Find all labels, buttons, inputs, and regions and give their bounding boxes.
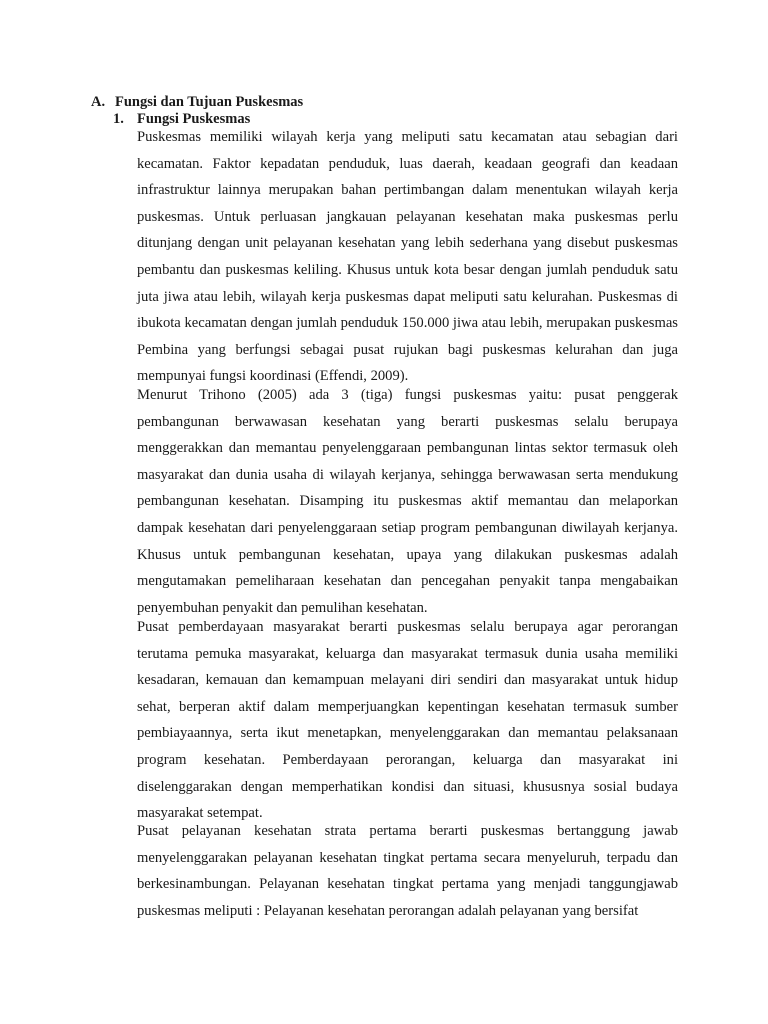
subsection-title: Fungsi Puskesmas xyxy=(137,111,251,127)
paragraph-pemberdayaan-masyarakat: Pusat pemberdayaan masyarakat berarti puskesmas selalu berupaya agar perorangan terutama pemuka masyarakat, keluarga dan masyarakat termasuk dunia usaha memiliki kesadaran, kemauan dan kemampuan melayani diri sendiri dan masyarakat untuk hidup sehat, berperan aktif dalam memperjuangkan kepentingan kesehatan termasuk sumber pembiayaannya, serta ikut menetapkan, menyelenggarakan dan memantau pelaksanaan program kesehatan. Pemberdayaan perorangan, keluarga dan masyarakat ini diselenggarakan dengan memperhatikan kondisi dan situasi, khususnya sosial budaya masyarakat setempat. xyxy=(137,619,678,822)
paragraph-pelayanan-strata-pertama: Pusat pelayanan kesehatan strata pertama berarti puskesmas bertanggung jawab menyelenggarakan pelayanan kesehatan tingkat pertama secara menyeluruh, terpadu dan berkesinambungan. Pelayanan kesehatan tingkat pertama yang menjadi tanggungjawab puskesmas meliputi : Pelayanan kesehatan perorangan adalah pelayanan yang bersifat xyxy=(137,823,678,919)
paragraph-fungsi-trihono: Menurut Trihono (2005) ada 3 (tiga) fungsi puskesmas yaitu: pusat penggerak pembangunan berwawasan kesehatan yang berarti puskesmas selalu berupaya menggerakkan dan memantau penyelenggaraan pembangunan lintas sektor termasuk oleh masyarakat dan dunia usaha di wilayah kerjanya, sehingga berwawasan serta mendukung pembangunan kesehatan. Disamping itu puskesmas aktif memantau dan melaporkan dampak kesehatan dari penyelenggaraan setiap program pembangunan diwilayah kerjanya. Khusus untuk pembangunan kesehatan, upaya yang dilakukan puskesmas adalah mengutamakan pemeliharaan kesehatan dan pencegahan penyakit tanpa mengabaikan penyembuhan penyakit dan pemulihan kesehatan. xyxy=(137,387,678,616)
paragraph-wilayah-kerja: Puskesmas memiliki wilayah kerja yang meliputi satu kecamatan atau sebagian dari kecamatan. Faktor kepadatan penduduk, luas daerah, keadaan geografi dan keadaan infrastruktur lainnya merupakan bahan pertimbangan dalam menentukan wilayah kerja puskesmas. Untuk perluasan jangkauan pelayanan kesehatan maka puskesmas perlu ditunjang dengan unit pelayanan kesehatan yang lebih sederhana yang disebut puskesmas pembantu dan puskesmas keliling. Khusus untuk kota besar dengan jumlah penduduk satu juta jiwa atau lebih, wilayah kerja puskesmas dapat meliputi satu kelurahan. Puskesmas di ibukota kecamatan dengan jumlah penduduk 150.000 jiwa atau lebih, merupakan puskesmas Pembina yang berfungsi sebagai pusat rujukan bagi puskesmas kelurahan dan juga mempunyai fungsi koordinasi (Effendi, 2009). xyxy=(137,129,678,385)
section-title: Fungsi dan Tujuan Puskesmas xyxy=(115,94,304,110)
subsection-marker: 1. xyxy=(113,111,124,127)
section-heading xyxy=(91,94,303,111)
section-marker: A. xyxy=(91,94,106,110)
